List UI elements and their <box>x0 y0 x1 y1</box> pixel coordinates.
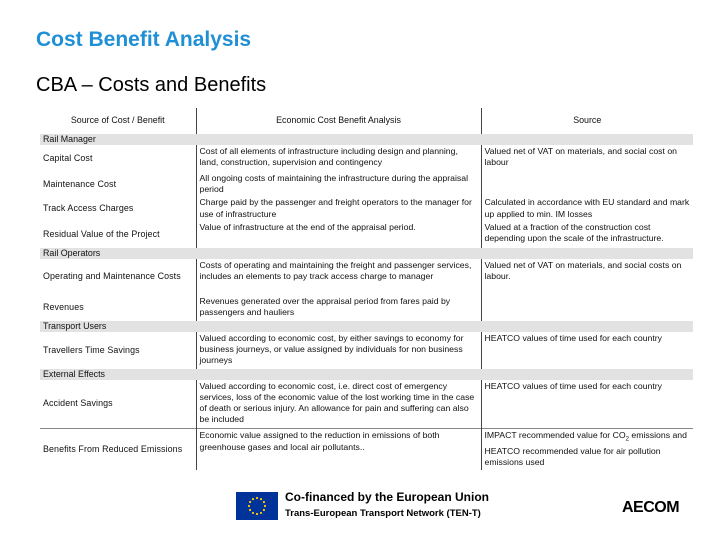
row-item-om-costs: Operating and Maintenance Costs <box>43 271 181 282</box>
row-analysis-track-access: Charge paid by the passenger and freight operators to the manager for use of infrastructure <box>196 196 481 220</box>
eu-flag-icon <box>236 492 278 520</box>
aecom-logo: AECOM <box>622 499 680 516</box>
section-row <box>40 134 693 145</box>
row-source-revenues <box>481 295 693 321</box>
row-source-residual-value: Valued at a fraction of the construction cost depending upon the scale of the infrastructure. <box>481 221 693 248</box>
row-analysis-time-savings: Valued according to economic cost, by either savings to economy for business journeys, or value assigned by individuals for non business journeys <box>196 332 481 369</box>
row-analysis-revenues: Revenues generated over the appraisal period from fares paid by passengers and hauliers <box>196 295 481 321</box>
eu-star-icon <box>263 501 265 503</box>
table-row <box>40 221 693 248</box>
row-item-revenues: Revenues <box>43 302 84 313</box>
table-row <box>40 145 693 172</box>
section-row <box>40 321 693 332</box>
table-row <box>40 259 693 295</box>
row-source-accident-savings: HEATCO values of time used for each country <box>481 380 693 429</box>
table-header-row <box>40 108 693 134</box>
section-row <box>40 248 693 259</box>
row-source-emissions <box>481 429 693 470</box>
eu-star-icon <box>264 505 266 507</box>
eu-star-icon <box>263 509 265 511</box>
row-item-time-savings: Travellers Time Savings <box>43 344 140 355</box>
eu-star-icon <box>260 498 262 500</box>
row-analysis-maintenance-cost: All ongoing costs of maintaining the infrastructure during the appraisal period <box>196 172 481 196</box>
row-item-maintenance-cost: Maintenance Cost <box>43 178 117 189</box>
header-source: Source <box>481 108 693 134</box>
section-rail-operators: Rail Operators <box>40 248 693 259</box>
page-subtitle: CBA – Costs and Benefits <box>36 74 267 96</box>
section-external-effects: External Effects <box>40 369 693 380</box>
row-source-capital-cost: Valued net of VAT on materials, and social cost on labour <box>481 145 693 172</box>
row-item-residual-value: Residual Value of the Project <box>43 228 160 239</box>
row-analysis-residual-value: Value of infrastructure at the end of the appraisal period. <box>196 221 481 248</box>
eu-star-icon <box>249 509 251 511</box>
eu-star-icon <box>256 497 258 499</box>
row-source-maintenance-cost <box>481 172 693 196</box>
co2-subscript: 2 <box>625 437 629 444</box>
row-source-om-costs: Valued net of VAT on materials, and social costs on labour. <box>481 259 693 295</box>
row-analysis-capital-cost: Cost of all elements of infrastructure including design and planning, land, construction, supervision and contingency <box>196 145 481 172</box>
emissions-source-text-cont: emissions and HEATCO recommended value for air pollution emissions used <box>484 430 687 468</box>
row-analysis-accident-savings: Valued according to economic cost, i.e. direct cost of emergency services, loss of the economic value of the lost working time in the case of death or serious injury. An allowance for pain and suffering can also be included <box>196 380 481 429</box>
eu-star-icon <box>252 512 254 514</box>
section-transport-users: Transport Users <box>40 321 693 332</box>
table-row <box>40 172 693 196</box>
eu-star-icon <box>248 505 250 507</box>
table-row <box>40 332 693 369</box>
table-row <box>40 196 693 220</box>
table-row <box>40 429 693 470</box>
row-analysis-emissions: Economic value assigned to the reduction in emissions of both greenhouse gases and local air pollutants.. <box>196 429 481 470</box>
eu-star-icon <box>256 513 258 515</box>
row-item-emissions: Benefits From Reduced Emissions <box>40 429 196 470</box>
eu-star-icon <box>252 498 254 500</box>
eu-cofinanced-text: Co-financed by the European Union <box>285 490 490 504</box>
header-economic-cba: Economic Cost Benefit Analysis <box>196 108 481 134</box>
row-source-time-savings: HEATCO values of time used for each country <box>481 332 693 369</box>
header-source-of-cost: Source of Cost / Benefit <box>40 108 196 134</box>
row-item-capital-cost: Capital Cost <box>43 152 93 163</box>
row-analysis-om-costs: Costs of operating and maintaining the freight and passenger services, includes an elements to pay track access charge to manager <box>196 259 481 295</box>
ten-t-text: Trans-European Transport Network (TEN-T) <box>285 508 481 519</box>
row-item-track-access: Track Access Charges <box>43 203 134 213</box>
row-source-track-access: Calculated in accordance with EU standard and mark up applied to min. IM losses <box>481 196 693 220</box>
table-row <box>40 295 693 321</box>
row-item-accident-savings: Accident Savings <box>43 398 113 409</box>
page-title: Cost Benefit Analysis <box>36 28 252 51</box>
cba-table <box>40 108 693 470</box>
emissions-source-text: IMPACT recommended value for CO <box>484 430 626 441</box>
eu-star-icon <box>260 512 262 514</box>
section-rail-manager: Rail Manager <box>40 134 693 145</box>
section-row <box>40 369 693 380</box>
eu-star-icon <box>249 501 251 503</box>
table-row <box>40 380 693 429</box>
